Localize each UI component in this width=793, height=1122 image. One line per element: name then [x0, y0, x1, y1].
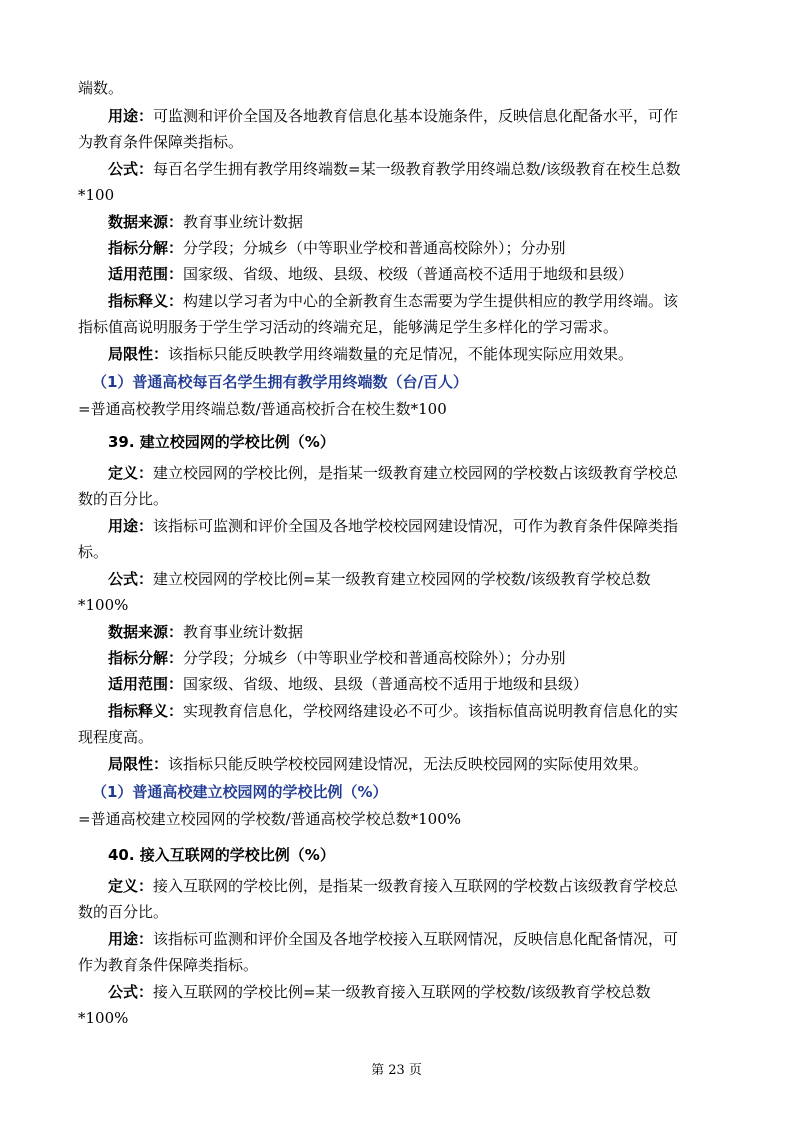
usage-paragraph: 用途：该指标可监测和评价全国及各地学校接入互联网情况，反映信息化配备情况，可: [108, 930, 679, 948]
text-line: 为教育条件保障类指标。: [78, 133, 244, 151]
formula-paragraph: 公式：建立校园网的学校比例=某一级教育建立校园网的学校数/该级教育学校总数: [108, 570, 651, 588]
formula-paragraph: 公式：接入互联网的学校比例=某一级教育接入互联网的学校数/该级教育学校总数: [108, 983, 651, 1001]
formula-paragraph: 公式：每百名学生拥有教学用终端数=某一级教育教学用终端总数/该级教育在校生总数: [108, 160, 681, 178]
section-heading: 39. 建立校园网的学校比例（%）: [108, 433, 335, 451]
text-line: 数的百分比。: [78, 490, 169, 508]
applicable-scope: 适用范围：国家级、省级、地级、县级（普通高校不适用于地级和县级）: [108, 675, 589, 693]
definition-paragraph: 定义：建立校园网的学校比例，是指某一级教育建立校园网的学校数占该级教育学校总: [108, 464, 679, 482]
indicator-definition: 指标释义：构建以学习者为中心的全新教育生态需要为学生提供相应的教学用终端。该: [108, 292, 679, 310]
usage-paragraph: 用途：可监测和评价全国及各地教育信息化基本设施条件，反映信息化配备水平，可作: [108, 107, 679, 125]
sub-indicator-heading: （1）普通高校每百名学生拥有教学用终端数（台/百人）: [92, 373, 468, 391]
text-line: 作为教育条件保障类指标。: [78, 956, 259, 974]
text-line: *100: [78, 186, 115, 204]
sub-indicator-formula: =普通高校教学用终端总数/普通高校折合在校生数*100: [78, 400, 447, 418]
text-line: *100%: [78, 596, 129, 614]
sub-indicator-heading: （1）普通高校建立校园网的学校比例（%）: [92, 783, 388, 801]
data-source: 数据来源：教育事业统计数据: [108, 623, 304, 641]
usage-paragraph: 用途：该指标可监测和评价全国及各地学校校园网建设情况，可作为教育条件保障类指: [108, 517, 679, 535]
text-line: *100%: [78, 1009, 129, 1027]
page-number: 第 23 页: [371, 1063, 422, 1078]
indicator-definition: 指标释义：实现教育信息化，学校网络建设必不可少。该指标值高说明教育信息化的实: [108, 702, 679, 720]
text-line: 标。: [78, 543, 109, 561]
text-line: 端数。: [78, 79, 124, 97]
indicator-breakdown: 指标分解：分学段；分城乡（中等职业学校和普通高校除外）；分办别: [108, 239, 566, 257]
limitation: 局限性：该指标只能反映学校校园网建设情况，无法反映校园网的实际使用效果。: [108, 755, 649, 773]
text-line: 数的百分比。: [78, 903, 169, 921]
data-source: 数据来源：教育事业统计数据: [108, 213, 304, 231]
section-heading: 40. 接入互联网的学校比例（%）: [108, 846, 335, 864]
applicable-scope: 适用范围：国家级、省级、地级、县级、校级（普通高校不适用于地级和县级）: [108, 265, 634, 283]
text-line: 指标值高说明服务于学生学习活动的终端充足，能够满足学生多样化的学习需求。: [78, 318, 619, 336]
text-line: 现程度高。: [78, 728, 154, 746]
sub-indicator-formula: =普通高校建立校园网的学校数/普通高校学校总数*100%: [78, 810, 462, 828]
limitation: 局限性：该指标只能反映教学用终端数量的充足情况，不能体现实际应用效果。: [108, 345, 634, 363]
definition-paragraph: 定义：接入互联网的学校比例，是指某一级教育接入互联网的学校数占该级教育学校总: [108, 877, 679, 895]
indicator-breakdown: 指标分解：分学段；分城乡（中等职业学校和普通高校除外）；分办别: [108, 649, 566, 667]
